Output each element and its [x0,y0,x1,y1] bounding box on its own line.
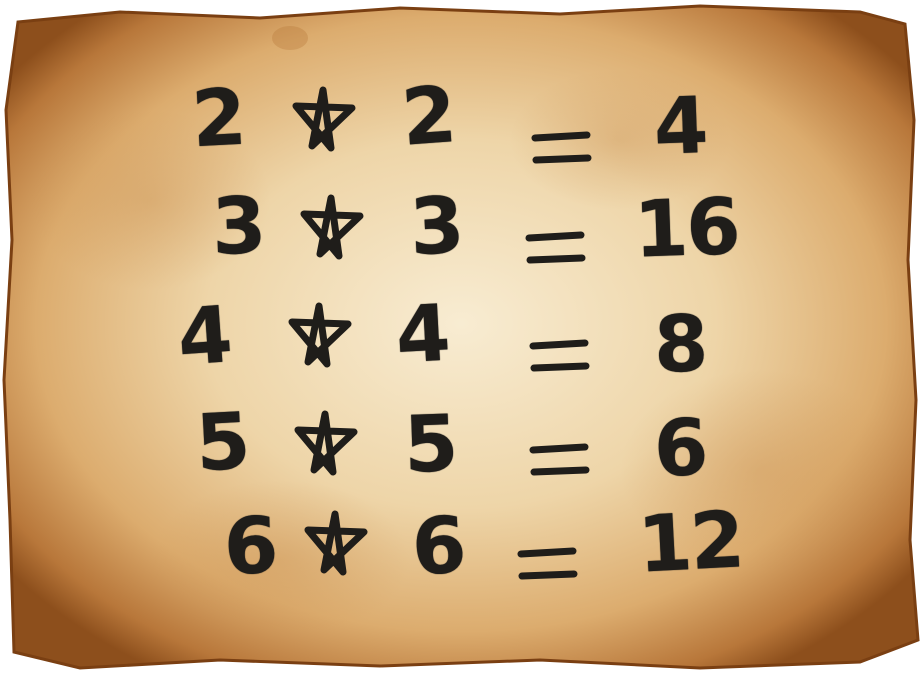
equation-row [0,495,922,600]
equation-row [0,180,922,286]
equation-row [0,288,922,396]
equals-sign [526,230,584,266]
right-operand: 4 [393,288,451,382]
star-operator-icon [286,302,352,368]
left-operand: 6 [222,501,278,593]
equation-row [0,70,922,178]
equals-sign [532,130,590,166]
left-operand: 4 [174,290,234,384]
star-operator-icon [298,194,364,260]
right-operand: 3 [407,180,465,274]
star-operator-icon [302,510,368,576]
equation-row [0,396,922,504]
left-operand: 2 [189,72,247,166]
right-operand: 5 [402,399,458,491]
result: 16 [632,182,741,276]
equals-sign [530,338,588,374]
result: 4 [652,81,708,173]
left-operand: 3 [210,181,266,273]
star-operator-icon [292,410,358,476]
equals-sign [530,442,588,478]
equals-sign [518,546,576,582]
result: 6 [652,403,708,495]
right-operand: 6 [409,500,467,594]
result: 12 [635,495,745,591]
result: 8 [653,299,708,391]
left-operand: 5 [193,396,251,490]
star-operator-icon [290,86,356,152]
right-operand: 2 [398,70,458,164]
